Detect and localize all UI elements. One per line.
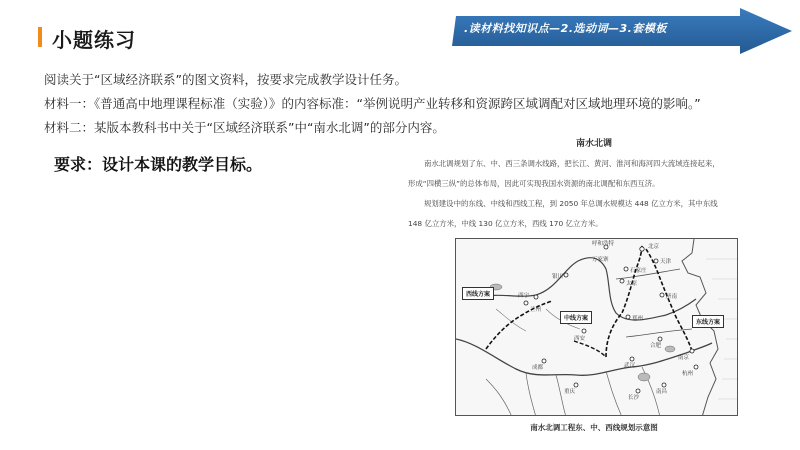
city-label: 南昌 [656,389,668,395]
city-label: 重庆 [564,389,576,395]
textbook-excerpt [398,132,790,436]
page-title: 小题练习 [52,28,136,52]
city-label: 银川 [552,274,564,280]
city-label: 西宁 [518,293,530,299]
title-accent-bar [38,27,42,47]
city-label: 济南 [666,294,678,300]
excerpt-line: 形成“四横三纵”的总体布局，因此可实现我国水资源的南北调配和东西互济。 [408,179,660,188]
middle-route-label: 中线方案 [560,311,592,324]
excerpt-line: 规划建设中的东线、中线和西线工程，到 2050 年总调水规模达 448 亿立方米，其中东线 [424,199,718,208]
city-label: 呼和浩特 [592,241,615,247]
east-route-label: 东线方案 [692,315,724,328]
map-caption: 南水北调工程东、中、西线规划示意图 [530,423,658,432]
excerpt-line: 148 亿立方米，中线 130 亿立方米，西线 170 亿立方米。 [408,219,603,228]
excerpt-title: 南水北调 [575,139,612,149]
steps-banner [452,8,794,54]
city-label: 郑州 [632,316,644,322]
city-label: 成都 [532,365,544,371]
city-label: 万家寨 [592,257,609,263]
material-one: 材料一：《普通高中地理课程标准（实验）》的内容标准：“举例说明产业转移和资源跨区域调配对区域地理环境的影响。” [44,96,701,111]
city-label: 石家庄 [630,268,647,274]
city-label: 合肥 [650,343,662,349]
city-label: 北京 [648,244,660,250]
material-two: 材料二：某版本教科书中关于“区域经济联系”中“南水北调”的部分内容。 [44,120,445,135]
city-label: 武汉 [624,363,636,369]
city-label: 南京 [678,355,690,361]
banner-text: .读材料找知识点—2.选动词—3.套模板 [464,22,667,35]
water-transfer-map [455,238,738,416]
city-label: 杭州 [682,371,694,377]
excerpt-line: 南水北调规划了东、中、西三条调水线路，把长江、黄河、淮河和海河四大流域连接起来， [424,159,720,168]
city-label: 天津 [660,259,672,265]
west-route-label: 西线方案 [462,287,494,300]
requirement-text: 要求：设计本课的教学目标。 [54,155,263,174]
city-label: 太原 [626,281,638,287]
city-label: 西安 [574,336,586,342]
city-label: 兰州 [530,307,542,313]
city-label: 长沙 [628,395,640,401]
intro-paragraph: 阅读关于“区域经济联系”的图文资料，按要求完成教学设计任务。 [44,72,407,87]
